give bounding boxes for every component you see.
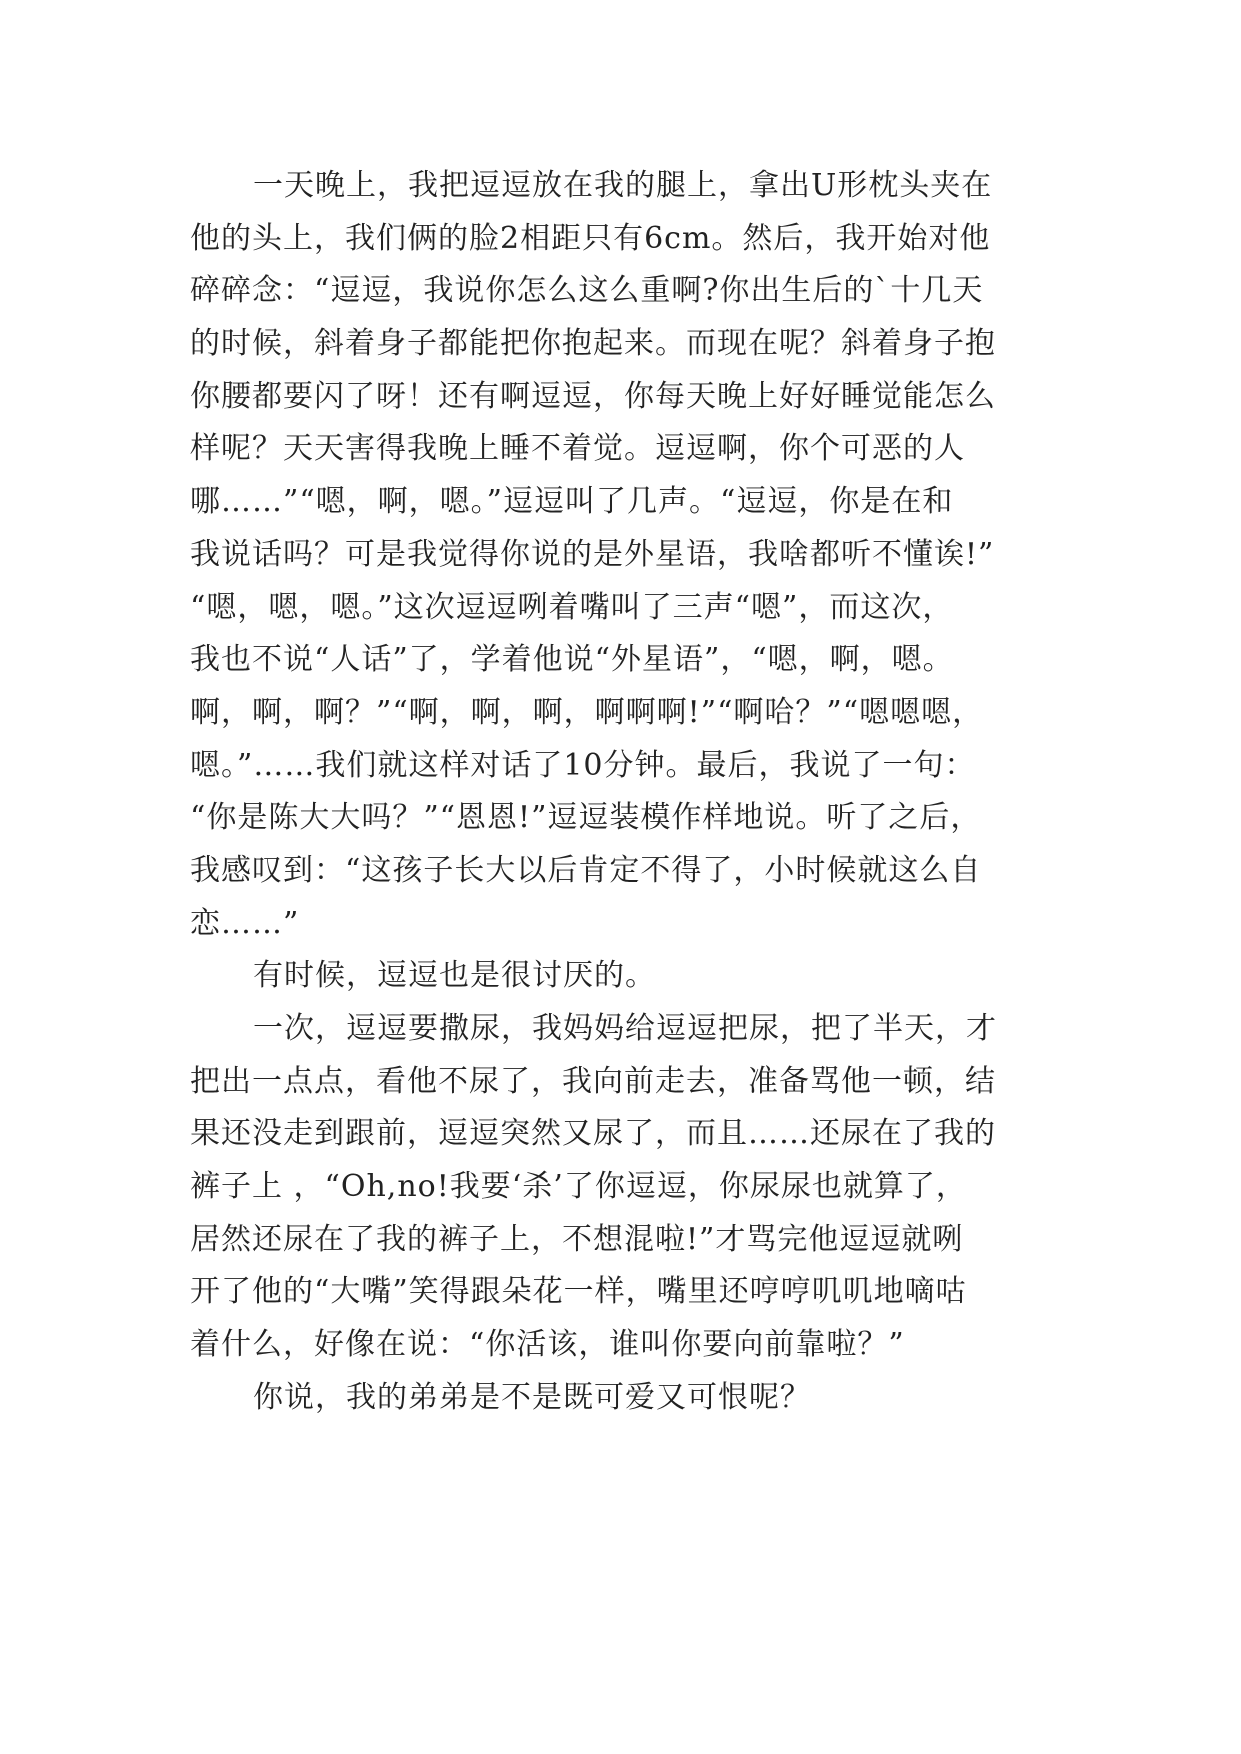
text-line: 哪……”“嗯，啊，嗯。”逗逗叫了几声。“逗逗，你是在和 — [190, 484, 954, 520]
text-line: 碎碎念：“逗逗，我说你怎么这么重啊?你出生后的`十几天 — [190, 273, 984, 309]
text-line: 裤子上 ，“Oh,no!我要‘杀’了你逗逗，你尿尿也就算了， — [190, 1169, 967, 1205]
text-line: 你腰都要闪了呀！还有啊逗逗，你每天晚上好好睡觉能怎么 — [190, 378, 996, 414]
text-line: 他的头上，我们俩的脸2相距只有6cm。然后，我开始对他 — [190, 220, 991, 256]
text-line: 开了他的“大嘴”笑得跟朵花一样，嘴里还哼哼叽叽地嘀咕 — [190, 1274, 967, 1310]
text-line: 恋……” — [190, 905, 300, 941]
text-line: 嗯。”……我们就这样对话了10分钟。最后，我说了一句： — [190, 747, 976, 783]
text-line: 把出一点点，看他不尿了，我向前走去，准备骂他一顿，结 — [190, 1063, 996, 1099]
text-line: 着什么，好像在说：“你活该，谁叫你要向前靠啦？” — [190, 1327, 905, 1363]
text-line: 居然还尿在了我的裤子上，不想混啦!”才骂完他逗逗就咧 — [190, 1221, 964, 1257]
text-line: 的时候，斜着身子都能把你抱起来。而现在呢？斜着身子抱 — [190, 326, 996, 362]
text-line: 我感叹到：“这孩子长大以后肯定不得了，小时候就这么自 — [190, 852, 982, 888]
text-line: 一天晚上，我把逗逗放在我的腿上，拿出U形枕头夹在 — [253, 168, 993, 203]
text-line: 我也不说“人话”了，学着他说“外星语”，“嗯，啊，嗯。 — [190, 642, 954, 678]
text-line: 你说，我的弟弟是不是既可爱又可恨呢？ — [253, 1379, 811, 1415]
text-line: “你是陈大大吗？”“恩恩!”逗逗装模作样地说。听了之后， — [190, 800, 982, 836]
text-line: 啊，啊，啊？”“啊，啊，啊，啊啊啊!”“啊哈？”“嗯嗯嗯， — [190, 694, 984, 730]
text-line: 一次，逗逗要撒尿，我妈妈给逗逗把尿，把了半天，才 — [253, 1011, 997, 1046]
body-text — [190, 160, 1050, 1425]
text-line: 样呢？天天害得我晚上睡不着觉。逗逗啊，你个可恶的人 — [190, 431, 965, 467]
text-line: “嗯，嗯，嗯。”这次逗逗咧着嘴叫了三声“嗯”，而这次， — [190, 589, 954, 625]
text-line: 果还没走到跟前，逗逗突然又尿了，而且……还尿在了我的 — [190, 1116, 996, 1152]
text-line: 有时候，逗逗也是很讨厌的。 — [253, 958, 656, 994]
text-line: 我说话吗？可是我觉得你说的是外星语，我啥都听不懂诶!” — [190, 536, 995, 572]
